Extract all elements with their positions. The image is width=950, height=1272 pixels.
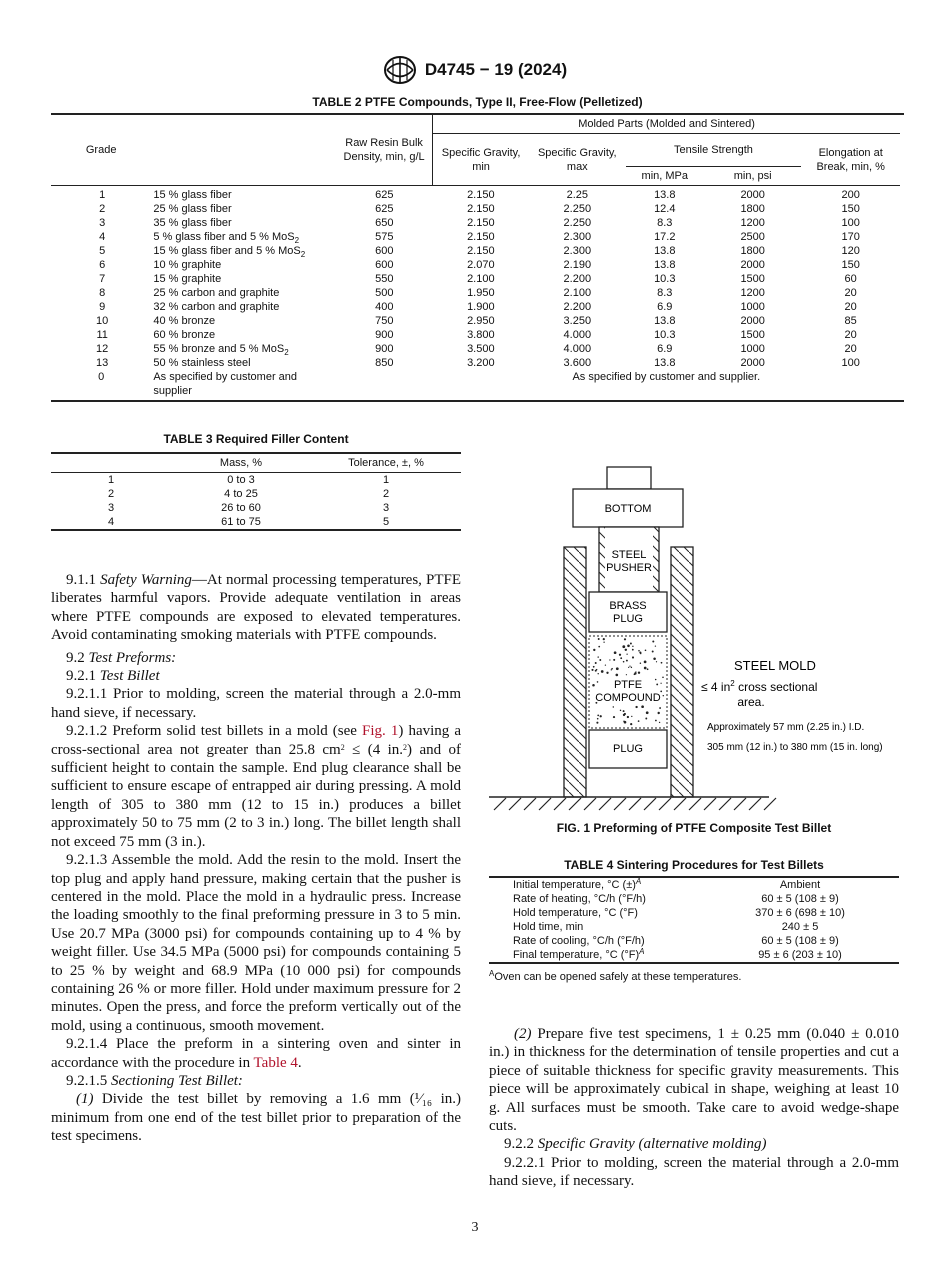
page-header xyxy=(0,55,950,85)
cell-description: 25 % glass fiber xyxy=(153,203,232,215)
label-dim2: 305 mm (12 in.) to 380 mm (15 in. long) xyxy=(707,742,883,753)
cell-value: 650 xyxy=(375,217,394,229)
header-min-mpa: min, MPa xyxy=(626,167,704,186)
cell-description: 55 % bronze and 5 % MoS$_2$ xyxy=(153,343,289,357)
cell-value: 150 xyxy=(841,259,860,271)
cell-value: 240 ± 5 xyxy=(781,921,819,933)
label-compound: COMPOUND xyxy=(595,692,661,704)
cell-value: 9 xyxy=(99,301,106,313)
cell-value: 12.4 xyxy=(654,203,676,215)
cell-value: 2.250 xyxy=(563,203,592,215)
cell-value: 2000 xyxy=(740,357,765,369)
cell-value: 12 xyxy=(96,343,109,355)
cell-value: 3.600 xyxy=(563,357,592,369)
cell-value: 13.8 xyxy=(654,259,676,271)
table4 xyxy=(489,876,899,964)
para-9-2-1: 9.2.1 Test Billet xyxy=(66,668,160,685)
table-row xyxy=(51,216,904,230)
para-9-2-1-5: 9.2.1.5 Sectioning Test Billet: xyxy=(66,1072,243,1089)
cell-value: 60 ± 5 (108 ± 9) xyxy=(761,935,839,947)
cell-value: 2.150 xyxy=(467,203,495,215)
cell-value: 1000 xyxy=(740,343,765,355)
table-row xyxy=(51,328,904,342)
cell-value: 6 xyxy=(99,259,106,271)
table-row xyxy=(51,186,904,203)
cell-value: 61 to 75 xyxy=(221,516,261,528)
table3 xyxy=(51,452,461,531)
cell-value: 3.250 xyxy=(563,315,592,327)
table2 xyxy=(51,113,904,402)
cell-value: 60 xyxy=(844,273,857,285)
cell-value: 850 xyxy=(375,357,394,369)
cell-value: 13.8 xyxy=(654,357,676,369)
para-step-2: (2) Prepare five test specimens, 1 ± 0.25 mm (0.040 ± 0.010 in.) in thickness for the determination of tensile properties and cut a piece of suitable thickness for specific gravity measurements. This piece will be approximately cubical in shape, weighing at least 10 g. All surfaces must be smooth. Take care to avoid wedge-shape cuts. xyxy=(489,1026,899,1135)
table-row xyxy=(51,501,461,515)
header-mass: Mass, % xyxy=(171,453,311,473)
document-designation: D4745 − 19 (2024) xyxy=(424,60,568,79)
cell-value: 11 xyxy=(96,329,108,341)
cell-value: 2500 xyxy=(740,231,765,243)
cell-value: 150 xyxy=(841,203,860,215)
cell-description: 5 % glass fiber and 5 % MoS$_2$ xyxy=(153,231,300,245)
cell-description: 25 % carbon and graphite xyxy=(153,287,280,299)
left-column-text xyxy=(51,571,461,1146)
figure1-caption: FIG. 1 Preforming of PTFE Composite Test Billet xyxy=(556,821,832,835)
header-sg-min: Specific Gravity, min xyxy=(433,134,529,186)
header-tensile: Tensile Strength xyxy=(626,134,802,167)
header-sg-max: Specific Gravity, max xyxy=(529,134,625,186)
cell-value: 900 xyxy=(375,329,394,341)
table4-link[interactable]: Table 4 xyxy=(253,1054,298,1071)
cell-description: As specified by customer and supplier xyxy=(153,371,298,397)
cell-value: 2.100 xyxy=(467,273,495,285)
cell-description: 35 % glass fiber xyxy=(153,217,232,229)
cell-value: 1 xyxy=(99,189,106,201)
header-elongation: Elongation at Break, min, % xyxy=(801,134,900,186)
ground-hatch xyxy=(494,798,776,810)
cell-value: 170 xyxy=(841,231,860,243)
table-row xyxy=(489,948,899,963)
cell-value: 625 xyxy=(375,189,394,201)
para-9-2: 9.2 Test Preforms: xyxy=(66,649,177,666)
cell-description: 50 % stainless steel xyxy=(153,357,251,369)
cell-value: 1800 xyxy=(740,203,765,215)
label-steel-mold: STEEL MOLD xyxy=(734,658,816,673)
table3-title: TABLE 3 Required Filler Content xyxy=(163,432,349,446)
para-9-2-1-4: 9.2.1.4 Place the preform in a sintering oven and sinter in accordance with the procedure in Table 4. xyxy=(51,1036,461,1071)
cell-value: 200 xyxy=(841,189,860,201)
label-bottom: BOTTOM xyxy=(604,503,652,515)
cell-spec: As specified by customer and supplier. xyxy=(572,371,761,383)
cell-value: 4 to 25 xyxy=(224,488,258,500)
label-plug: PLUG xyxy=(613,613,643,625)
cell-value: 4 xyxy=(107,516,115,528)
cell-value: 1 xyxy=(382,474,390,486)
cell-value: 26 to 60 xyxy=(221,502,261,514)
astm-logo-icon xyxy=(383,55,417,85)
cell-value: 2.250 xyxy=(563,217,592,229)
cell-value: 13.8 xyxy=(654,315,676,327)
cell-value: 1200 xyxy=(740,217,765,229)
cell-value: 625 xyxy=(375,203,394,215)
cell-value: 1200 xyxy=(740,287,765,299)
table-row xyxy=(51,244,904,258)
cell-value: 6.9 xyxy=(657,343,673,355)
mold-wall-left xyxy=(564,547,586,797)
para-9-2-2-1: 9.2.2.1 Prior to molding, screen the material through a 2.0-mm hand sieve, if necessary. xyxy=(489,1154,899,1190)
table-row xyxy=(51,515,461,530)
cell-value: 4.000 xyxy=(563,343,592,355)
cell-value: 2.300 xyxy=(563,231,592,243)
label-brass: BRASS xyxy=(609,600,647,612)
cell-value: 2.200 xyxy=(563,301,592,313)
cell-value: 2.150 xyxy=(467,231,495,243)
page-number: 3 xyxy=(471,1220,479,1235)
cell-value: 2000 xyxy=(740,259,765,271)
cell-value: 600 xyxy=(375,245,394,257)
table-row xyxy=(489,877,899,892)
header-min-psi: min, psi xyxy=(704,167,801,186)
cell-value: 20 xyxy=(844,287,857,299)
cell-value: 85 xyxy=(844,315,857,327)
cell-value: 3 xyxy=(382,502,390,514)
cell-value: 2.950 xyxy=(467,315,495,327)
cell-value: 0 xyxy=(98,371,105,383)
cell-description: 32 % carbon and graphite xyxy=(153,301,280,313)
table-row xyxy=(489,892,899,906)
cell-value: 1.900 xyxy=(467,301,495,313)
mold-wall-right xyxy=(671,547,693,797)
cell-value: 95 ± 6 (203 ± 10) xyxy=(758,949,842,961)
header-bulk-density: Raw Resin Bulk Density, min, g/L xyxy=(336,114,433,186)
table-row xyxy=(51,342,904,356)
cell-value: 17.2 xyxy=(654,231,676,243)
cell-value: 2.25 xyxy=(566,189,588,201)
label-dim1: Approximately 57 mm (2.25 in.) I.D. xyxy=(707,722,865,733)
cell-value: 370 ± 6 (698 ± 10) xyxy=(755,907,845,919)
cell-value: 400 xyxy=(375,301,394,313)
table-row xyxy=(51,272,904,286)
cell-value: 4 xyxy=(99,231,106,243)
para-9-2-1-1: 9.2.1.1 Prior to molding, screen the material through a 2.0-mm hand sieve, if necessary. xyxy=(51,686,461,721)
fig1-link[interactable]: Fig. 1 xyxy=(362,723,399,740)
cell-value: 10.3 xyxy=(654,273,676,285)
table-row xyxy=(51,473,461,488)
label-area-end: area. xyxy=(737,695,765,709)
cell-value: 13 xyxy=(96,357,109,369)
cell-value: 120 xyxy=(841,245,860,257)
para-9-2-2: 9.2.2 Specific Gravity (alternative molding) xyxy=(504,1136,767,1153)
cell-value: 500 xyxy=(375,287,394,299)
cell-value: 3 xyxy=(99,217,106,229)
cell-value: 1 xyxy=(107,474,115,486)
cell-value: 3.800 xyxy=(467,329,495,341)
cell-value: 2.150 xyxy=(467,245,495,257)
cell-description: 10 % graphite xyxy=(153,259,222,271)
cell-description: 60 % bronze xyxy=(153,329,216,341)
cell-value: 6.9 xyxy=(657,301,673,313)
cell-value: 2.150 xyxy=(467,217,495,229)
cell-value: 900 xyxy=(375,343,394,355)
label-plug-bottom: PLUG xyxy=(613,743,643,755)
cell-description: 15 % graphite xyxy=(153,273,222,285)
table-row xyxy=(51,487,461,501)
table2-title: TABLE 2 PTFE Compounds, Type II, Free-Flow (Pelletized) xyxy=(312,95,643,109)
cell-value: 750 xyxy=(375,315,394,327)
label-ptfe: PTFE xyxy=(613,679,643,691)
cell-value: 3.500 xyxy=(467,343,495,355)
cell-parameter: Rate of cooling, °C/h (°F/h) xyxy=(513,935,645,947)
table-row xyxy=(51,258,904,272)
cell-value: 0 to 3 xyxy=(227,474,255,486)
cell-value: 2.100 xyxy=(563,287,592,299)
figure1-diagram xyxy=(489,462,909,817)
cell-value: 2000 xyxy=(740,189,765,201)
cell-value: 2.190 xyxy=(563,259,592,271)
cell-value: 2 xyxy=(107,488,115,500)
cell-description: 15 % glass fiber and 5 % MoS$_2$ xyxy=(153,245,306,259)
brass-plug xyxy=(589,592,667,632)
pusher-cap xyxy=(607,467,651,489)
cell-value: 100 xyxy=(841,357,860,369)
table-row xyxy=(51,370,904,401)
cell-value: 2.300 xyxy=(563,245,592,257)
cell-value: 8.3 xyxy=(657,217,673,229)
header-molded-parts: Molded Parts (Molded and Sintered) xyxy=(433,114,900,134)
cell-value: 2 xyxy=(382,488,390,500)
cell-value: 600 xyxy=(375,259,394,271)
cell-value: 10.3 xyxy=(654,329,676,341)
label-steel: STEEL xyxy=(611,549,647,561)
right-column-text xyxy=(489,1025,899,1191)
cell-value: 2000 xyxy=(740,315,765,327)
cell-description: 15 % glass fiber xyxy=(153,189,232,201)
cell-value: 5 xyxy=(99,245,106,257)
para-9-1-1: 9.1.1 Safety Warning—At normal processing temperatures, PTFE liberates harmful vapors. Provide adequate ventilation in areas where PTFE compounds are exposed to elevated temperatures. Avoid contaminating smoking materials with PTFE compounds. xyxy=(51,572,461,644)
cell-value: 8 xyxy=(99,287,106,299)
cell-parameter: Hold time, min xyxy=(513,921,584,933)
table-row xyxy=(51,314,904,328)
table-row xyxy=(489,906,899,920)
para-step-1: (1) Divide the test billet by removing a 1.6 mm (¹⁄₁₆ in.) minimum from one end of the test billet prior to preparation of the test specimens. xyxy=(51,1091,461,1145)
label-pusher: PUSHER xyxy=(606,562,652,574)
cell-value: 1800 xyxy=(740,245,765,257)
cell-value: 20 xyxy=(844,301,857,313)
cell-value: 3 xyxy=(107,502,115,514)
label-area: ≤ 4 $in^2$ cross sectional xyxy=(701,679,818,694)
cell-parameter: Hold temperature, °C (°F) xyxy=(513,907,638,919)
cell-value: 20 xyxy=(844,343,857,355)
cell-value: 4.000 xyxy=(563,329,592,341)
table-row xyxy=(51,356,904,370)
cell-description: 40 % bronze xyxy=(153,315,216,327)
cell-value: 5 xyxy=(382,516,390,528)
cell-value: 550 xyxy=(375,273,394,285)
cell-value: 1000 xyxy=(740,301,765,313)
header-grade: Grade xyxy=(51,114,151,186)
header-tolerance: Tolerance, ±, % xyxy=(311,453,461,473)
cell-value: 2.070 xyxy=(467,259,495,271)
cell-value: 13.8 xyxy=(654,189,676,201)
cell-parameter: Initial temperature, °C $(\pm)^A$ xyxy=(513,877,642,891)
cell-value: 1.950 xyxy=(467,287,495,299)
cell-value: 8.3 xyxy=(657,287,673,299)
cell-value: 7 xyxy=(99,273,106,285)
table-row xyxy=(51,230,904,244)
cell-value: 2 xyxy=(99,203,106,215)
cell-value: 13.8 xyxy=(654,245,676,257)
cell-parameter: Final temperature, °C $(^\circ F)^A$ xyxy=(513,947,645,961)
cell-value: 20 xyxy=(844,329,857,341)
cell-value: 2.200 xyxy=(563,273,592,285)
para-9-2-1-2: 9.2.1.2 Preform solid test billets in a mold (see Fig. 1) having a cross-sectional area not greater than 25.8 $cm^2 \le (4$ in.$^2$) and of sufficient height to contain the sample. End plug clearance shall be sufficient to ensure escape of entrapped air during pressing. A mold length of 305 to 380 mm (12 to 15 in.) produces a billet approximately 50 to 75 mm (2 to 3 in.) long. The billet length shall not exceed 75 mm (3 in.). xyxy=(51,723,461,850)
table-row xyxy=(489,920,899,934)
cell-parameter: Rate of heating, °C/h (°F/h) xyxy=(513,893,646,905)
cell-value: 575 xyxy=(375,231,394,243)
cell-value: 1500 xyxy=(740,329,765,341)
table-row xyxy=(51,202,904,216)
table4-footnote: $^A$Oven can be opened safely at these temperatures. xyxy=(489,969,742,983)
cell-value: 10 xyxy=(96,315,109,327)
cell-value: 3.200 xyxy=(467,357,495,369)
table-row xyxy=(51,286,904,300)
table4-title: TABLE 4 Sintering Procedures for Test Billets xyxy=(564,858,824,872)
cell-value: 1500 xyxy=(740,273,765,285)
cell-value: 100 xyxy=(841,217,860,229)
para-9-2-1-3: 9.2.1.3 Assemble the mold. Add the resin to the mold. Insert the top plug and apply hand pressure, making certain that the pusher is centered in the mold. Place the mold in a hydraulic press. Increase the loading smoothly to the final preforming pressure in 3 to 5 min. Use 20.7 MPa (3000 psi) for compounds containing up to 4 % by weight filler. Use 34.5 MPa (5000 psi) for compounds containing 5 to 25 % by weight and 68.9 MPa (10 000 psi) for compounds containing 26 % or more filler. Hold under maximum pressure for 2 minutes. Open the press, and force the preform vertically out of the mold, using a continuous, smooth movement. xyxy=(51,852,461,1034)
table-row xyxy=(51,300,904,314)
table-row xyxy=(489,934,899,948)
cell-value: 60 ± 5 (108 ± 9) xyxy=(761,893,839,905)
cell-value: Ambient xyxy=(779,879,821,891)
cell-value: 2.150 xyxy=(467,189,495,201)
